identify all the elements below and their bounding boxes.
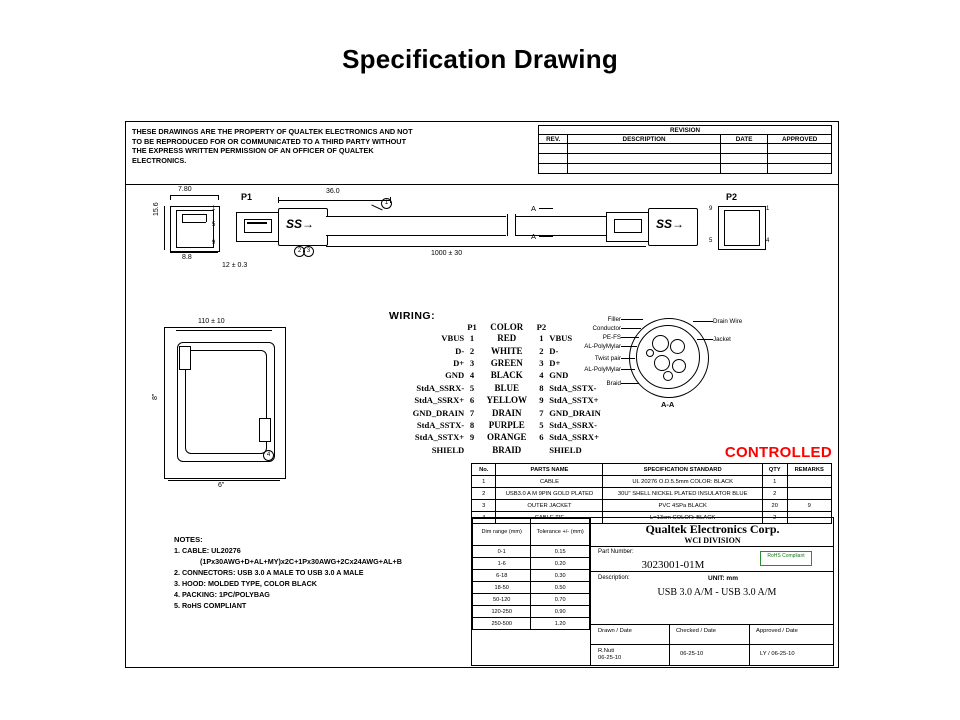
table-row: 2 USB3.0 A M 9PIN GOLD PLATED 30U" SHELL NICKEL PLATED INSULATOR BLUE 2 [472, 488, 832, 500]
approved-label: Approved / Date [756, 628, 798, 634]
drawn-label: Drawn / Date [598, 628, 632, 634]
wiring-row: StdA_SSRX+ 6 YELLOW 9 StdA_SSTX+ [414, 395, 599, 406]
revision-col-rev: REV. [539, 135, 568, 144]
table-row: 1 CABLE UL 20276 O.D.5.5mm COLOR: BLACK 1 [472, 476, 832, 488]
note-item: 5. RoHS COMPLIANT [174, 601, 247, 610]
wiring-row: StdA_SSTX+ 9 ORANGE 6 StdA_SSRX+ [414, 432, 600, 443]
drawn-value: R.Nuti [598, 648, 615, 654]
section-label-drain-wire: Drain Wire [713, 318, 743, 325]
coiled-cable-view [164, 327, 286, 479]
part-number-value: 3023001-01M [641, 559, 705, 571]
wiring-title: WIRING: [389, 310, 436, 322]
wiring-row: GND 4 BLACK 4 GND [445, 370, 569, 381]
dim-length: 1000 ± 30 [431, 250, 463, 257]
top-assembly-view [126, 186, 838, 301]
dim-12: 12 ± 0.3 [222, 262, 248, 269]
revision-table [538, 125, 832, 174]
tolerance-header: Tolerance +/- (mm) [531, 519, 590, 546]
drawn-date: 06-25-10 [598, 655, 622, 661]
note-item: 2. CONNECTORS: USB 3.0 A MALE TO USB 3.0 A MALE [174, 568, 364, 577]
pin-9-left: 9 [212, 240, 216, 246]
p2-label: P2 [726, 192, 738, 202]
note-item: (1Px30AWG+D+AL+MY)x2C+1Px30AWG+2Cx24AWG+AL+B [200, 557, 402, 566]
section-label-conductor: Conductor [592, 325, 621, 332]
checked-value: 06-25-10 [680, 651, 704, 657]
cable-cross-section [629, 318, 709, 398]
controlled-stamp: CONTROLLED [724, 444, 832, 461]
usb-ss-logo-p2: SS→ [656, 217, 685, 231]
callout-3: 3 [303, 246, 314, 257]
tolerance-table [472, 518, 590, 630]
page-title: Specification Drawing [342, 44, 618, 74]
table-row: 250-500 1.20 [473, 618, 590, 630]
parts-table [471, 463, 832, 524]
callout-2: 2 [294, 246, 305, 257]
pin-1-right: 1 [766, 206, 770, 212]
description-value: USB 3.0 A/M - USB 3.0 A/M [657, 587, 777, 598]
dim-15-6: 15.6 [153, 202, 160, 216]
parts-col-spec: SPECIFICATION STANDARD [603, 464, 762, 476]
table-row: 4 CABLE TIE L=13cm COLOR: BLACK 2 [472, 512, 832, 524]
section-mark-bottom: A [531, 232, 537, 241]
note-item: 1. CABLE: UL20276 [174, 546, 241, 555]
wiring-row: D+ 3 GREEN 3 D+ [453, 357, 561, 368]
part-number-label: Part Number: [598, 549, 634, 555]
dim-110: 110 ± 10 [198, 318, 225, 325]
parts-col-qty: QTY [762, 464, 787, 476]
dim-height: 8" [152, 393, 159, 400]
wiring-row: GND_DRAIN 7 DRAIN 7 GND_DRAIN [412, 407, 601, 418]
usb-ss-logo-p1: SS→ [286, 217, 315, 231]
section-label-jacket: Jacket [713, 336, 731, 343]
checked-label: Checked / Date [676, 628, 716, 634]
wiring-col-p1: P1 [467, 322, 477, 332]
callout-4: 4 [263, 450, 274, 461]
coil-inner-loop [185, 350, 267, 454]
table-row: 18-50 0.50 [473, 582, 590, 594]
notes-title: NOTES: [174, 535, 203, 544]
table-row: 1-6 0.20 [473, 558, 590, 570]
wiring-row: StdA_SSTX- 8 PURPLE 5 StdA_SSRX- [416, 419, 597, 430]
company-name: Qualtek Electronics Corp. [645, 522, 780, 536]
section-label-pe-fs: PE-FS [602, 334, 621, 341]
pin-5-right: 5 [709, 238, 713, 244]
pin-1-left: 1 [212, 206, 216, 212]
dim-36: 36.0 [326, 188, 340, 195]
parts-col-no: No. [472, 464, 496, 476]
wiring-row: VBUS 1 RED 1 VBUS [441, 333, 573, 344]
notes-block [174, 534, 402, 611]
table-row: 3 OUTER JACKET PVC 4SPa BLACK 20 9 [472, 500, 832, 512]
note-item: 3. HOOD: MOLDED TYPE, COLOR BLACK [174, 579, 317, 588]
pin-4-right: 4 [766, 238, 770, 244]
division-name: WCI DIVISION [684, 536, 741, 545]
parts-col-name: PARTS NAME [496, 464, 603, 476]
section-label-braid: Braid [606, 380, 621, 387]
table-row: 120-250 0.90 [473, 606, 590, 618]
title-block [471, 517, 834, 666]
table-row: 0-1 0.15 [473, 546, 590, 558]
wiring-row: D- 2 WHITE 2 D- [455, 345, 559, 356]
table-row: 6-18 0.30 [473, 570, 590, 582]
description-label: Description: [598, 575, 630, 581]
dim-8-8: 8.8 [182, 254, 192, 261]
section-label-filler: Filler [607, 316, 621, 323]
revision-col-description: DESCRIPTION [568, 135, 721, 144]
callout-1: 1 [381, 198, 392, 209]
section-label: A-A [661, 400, 675, 409]
revision-title: REVISION [539, 126, 832, 135]
section-label-al-polymylar-2: AL-PolyMylar [584, 366, 621, 373]
note-item: 4. PACKING: 1PC/POLYBAG [174, 590, 270, 599]
wiring-col-color: COLOR [490, 322, 524, 332]
property-note: THESE DRAWINGS ARE THE PROPERTY OF QUALTEK ELECTRONICS AND NOT TO BE REPRODUCED FOR OR COMMUNICATED TO A THIRD PARTY WITHOUT THE EXPRESS WRITTEN PERMISSION OF AN OFFICER OF QUALTEK ELECTRONICS. [132, 127, 413, 165]
pin-5-left: 5 [212, 222, 216, 228]
revision-col-date: DATE [720, 135, 767, 144]
section-label-twist-pair: Twist pair [594, 355, 621, 362]
pin-9-right: 9 [709, 206, 713, 212]
approved-value: LY / 06-25-10 [760, 651, 795, 657]
dim-range-header: Dim range (mm) [473, 519, 531, 546]
dim-base: 6" [218, 482, 225, 489]
table-row: 50-120 0.70 [473, 594, 590, 606]
header-divider [126, 184, 838, 185]
section-label-al-polymylar-1: AL-PolyMylar [584, 343, 621, 350]
p1-label: P1 [241, 192, 253, 202]
unit-label: UNIT: mm [708, 575, 738, 582]
revision-col-approved: APPROVED [768, 135, 832, 144]
drawing-frame [125, 121, 839, 668]
dim-7-80: 7.80 [178, 186, 192, 193]
section-mark-top: A [531, 204, 537, 213]
wiring-row: StdA_SSRX- 5 BLUE 8 StdA_SSTX- [416, 382, 597, 393]
parts-col-remarks: REMARKS [787, 464, 832, 476]
wiring-row: SHIELD BRAID SHIELD [431, 444, 582, 455]
rohs-badge: RoHS Compliant [760, 551, 812, 566]
section-view-aa [581, 310, 761, 425]
wiring-col-p2: P2 [536, 322, 547, 332]
